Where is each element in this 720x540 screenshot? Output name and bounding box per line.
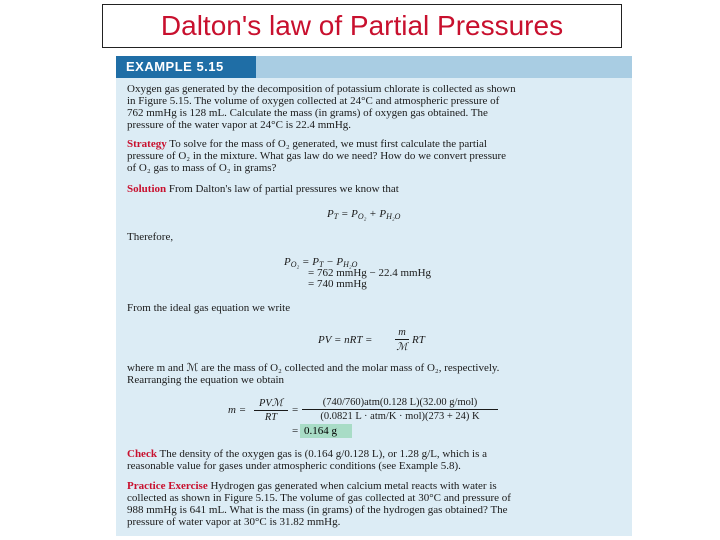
mass-over-molar-mass-fraction: m ℳ <box>396 327 408 353</box>
problem-line: in Figure 5.15. The volume of oxygen collected at 24°C and atmospheric pressure of <box>127 95 500 107</box>
solution-line: Solution From Dalton's law of partial pressures we know that <box>127 183 399 195</box>
therefore-line: Therefore, <box>127 231 174 243</box>
practice-line: Practice Exercise Hydrogen gas generated when calcium metal reacts with water is <box>127 480 497 492</box>
problem-line: Oxygen gas generated by the decomposition of potassium chlorate is collected as shown <box>127 83 516 95</box>
where-line: where m and ℳ are the mass of O₂ collected and the molar mass of O₂, respectively. <box>127 362 500 374</box>
check-line: reasonable value for gases under atmospheric conditions (see Example 5.8). <box>127 460 461 472</box>
mass-calculation-fraction: (740/760)atm(0.128 L)(32.00 g/mol) (0.0821 L · atm/K · mol)(273 + 24) K <box>302 397 498 422</box>
mass-formula-fraction: PVℳ RT <box>254 397 288 423</box>
partial-pressure-equation: $P_{O_2} = P_T - P_{H_2O}$ <box>284 256 358 269</box>
example-label: EXAMPLE 5.15 <box>116 56 256 78</box>
practice-line: pressure of water vapor at 30°C is 31.82 mmHg. <box>127 516 341 528</box>
strategy-line: of O₂ gas to mass of O₂ in grams? <box>127 162 277 174</box>
answer-highlight: 0.164 g <box>300 424 352 438</box>
slide-title-box <box>102 4 622 48</box>
where-line: Rearranging the equation we obtain <box>127 374 285 386</box>
mass-equation-equals: = <box>292 404 299 416</box>
strategy-label: Strategy <box>127 138 167 150</box>
mass-equation-lhs: m = <box>228 404 247 416</box>
check-label: Check <box>127 448 157 460</box>
solution-label: Solution <box>127 183 167 195</box>
check-line: Check The density of the oxygen gas is (0.164 g/0.128 L), or 1.28 g/L, which is a <box>127 448 488 460</box>
problem-line: 762 mmHg is 128 mL. Calculate the mass (in grams) of oxygen gas obtained. The <box>127 107 488 119</box>
ideal-gas-equation-right: RT <box>412 334 425 346</box>
partial-pressure-step: = 762 mmHg − 22.4 mmHg <box>308 267 432 279</box>
practice-label: Practice Exercise <box>127 480 208 492</box>
strategy-line: pressure of O₂ in the mixture. What gas law do we need? How do we convert pressure <box>127 150 507 162</box>
practice-line: 988 mmHg is 641 mL. What is the mass (in grams) of the hydrogen gas obtained? The <box>127 504 508 516</box>
ideal-gas-intro: From the ideal gas equation we write <box>127 302 291 314</box>
problem-line: pressure of the water vapor at 24°C is 22.4 mmHg. <box>127 119 352 131</box>
mass-result-equals: = <box>292 425 299 437</box>
ideal-gas-equation-left: PV = nRT = <box>318 334 373 346</box>
textbook-example-panel <box>116 56 632 536</box>
practice-line: collected as shown in Figure 5.15. The volume of gas collected at 30°C and pressure of <box>127 492 511 504</box>
partial-pressure-result: = 740 mmHg <box>308 278 367 290</box>
dalton-equation: $P_T = P_{O_2} + P_{H_2O}$ <box>327 208 401 221</box>
slide-title: Dalton's law of Partial Pressures <box>160 10 564 41</box>
strategy-line: Strategy To solve for the mass of O₂ generated, we must first calculate the partial <box>127 138 487 150</box>
